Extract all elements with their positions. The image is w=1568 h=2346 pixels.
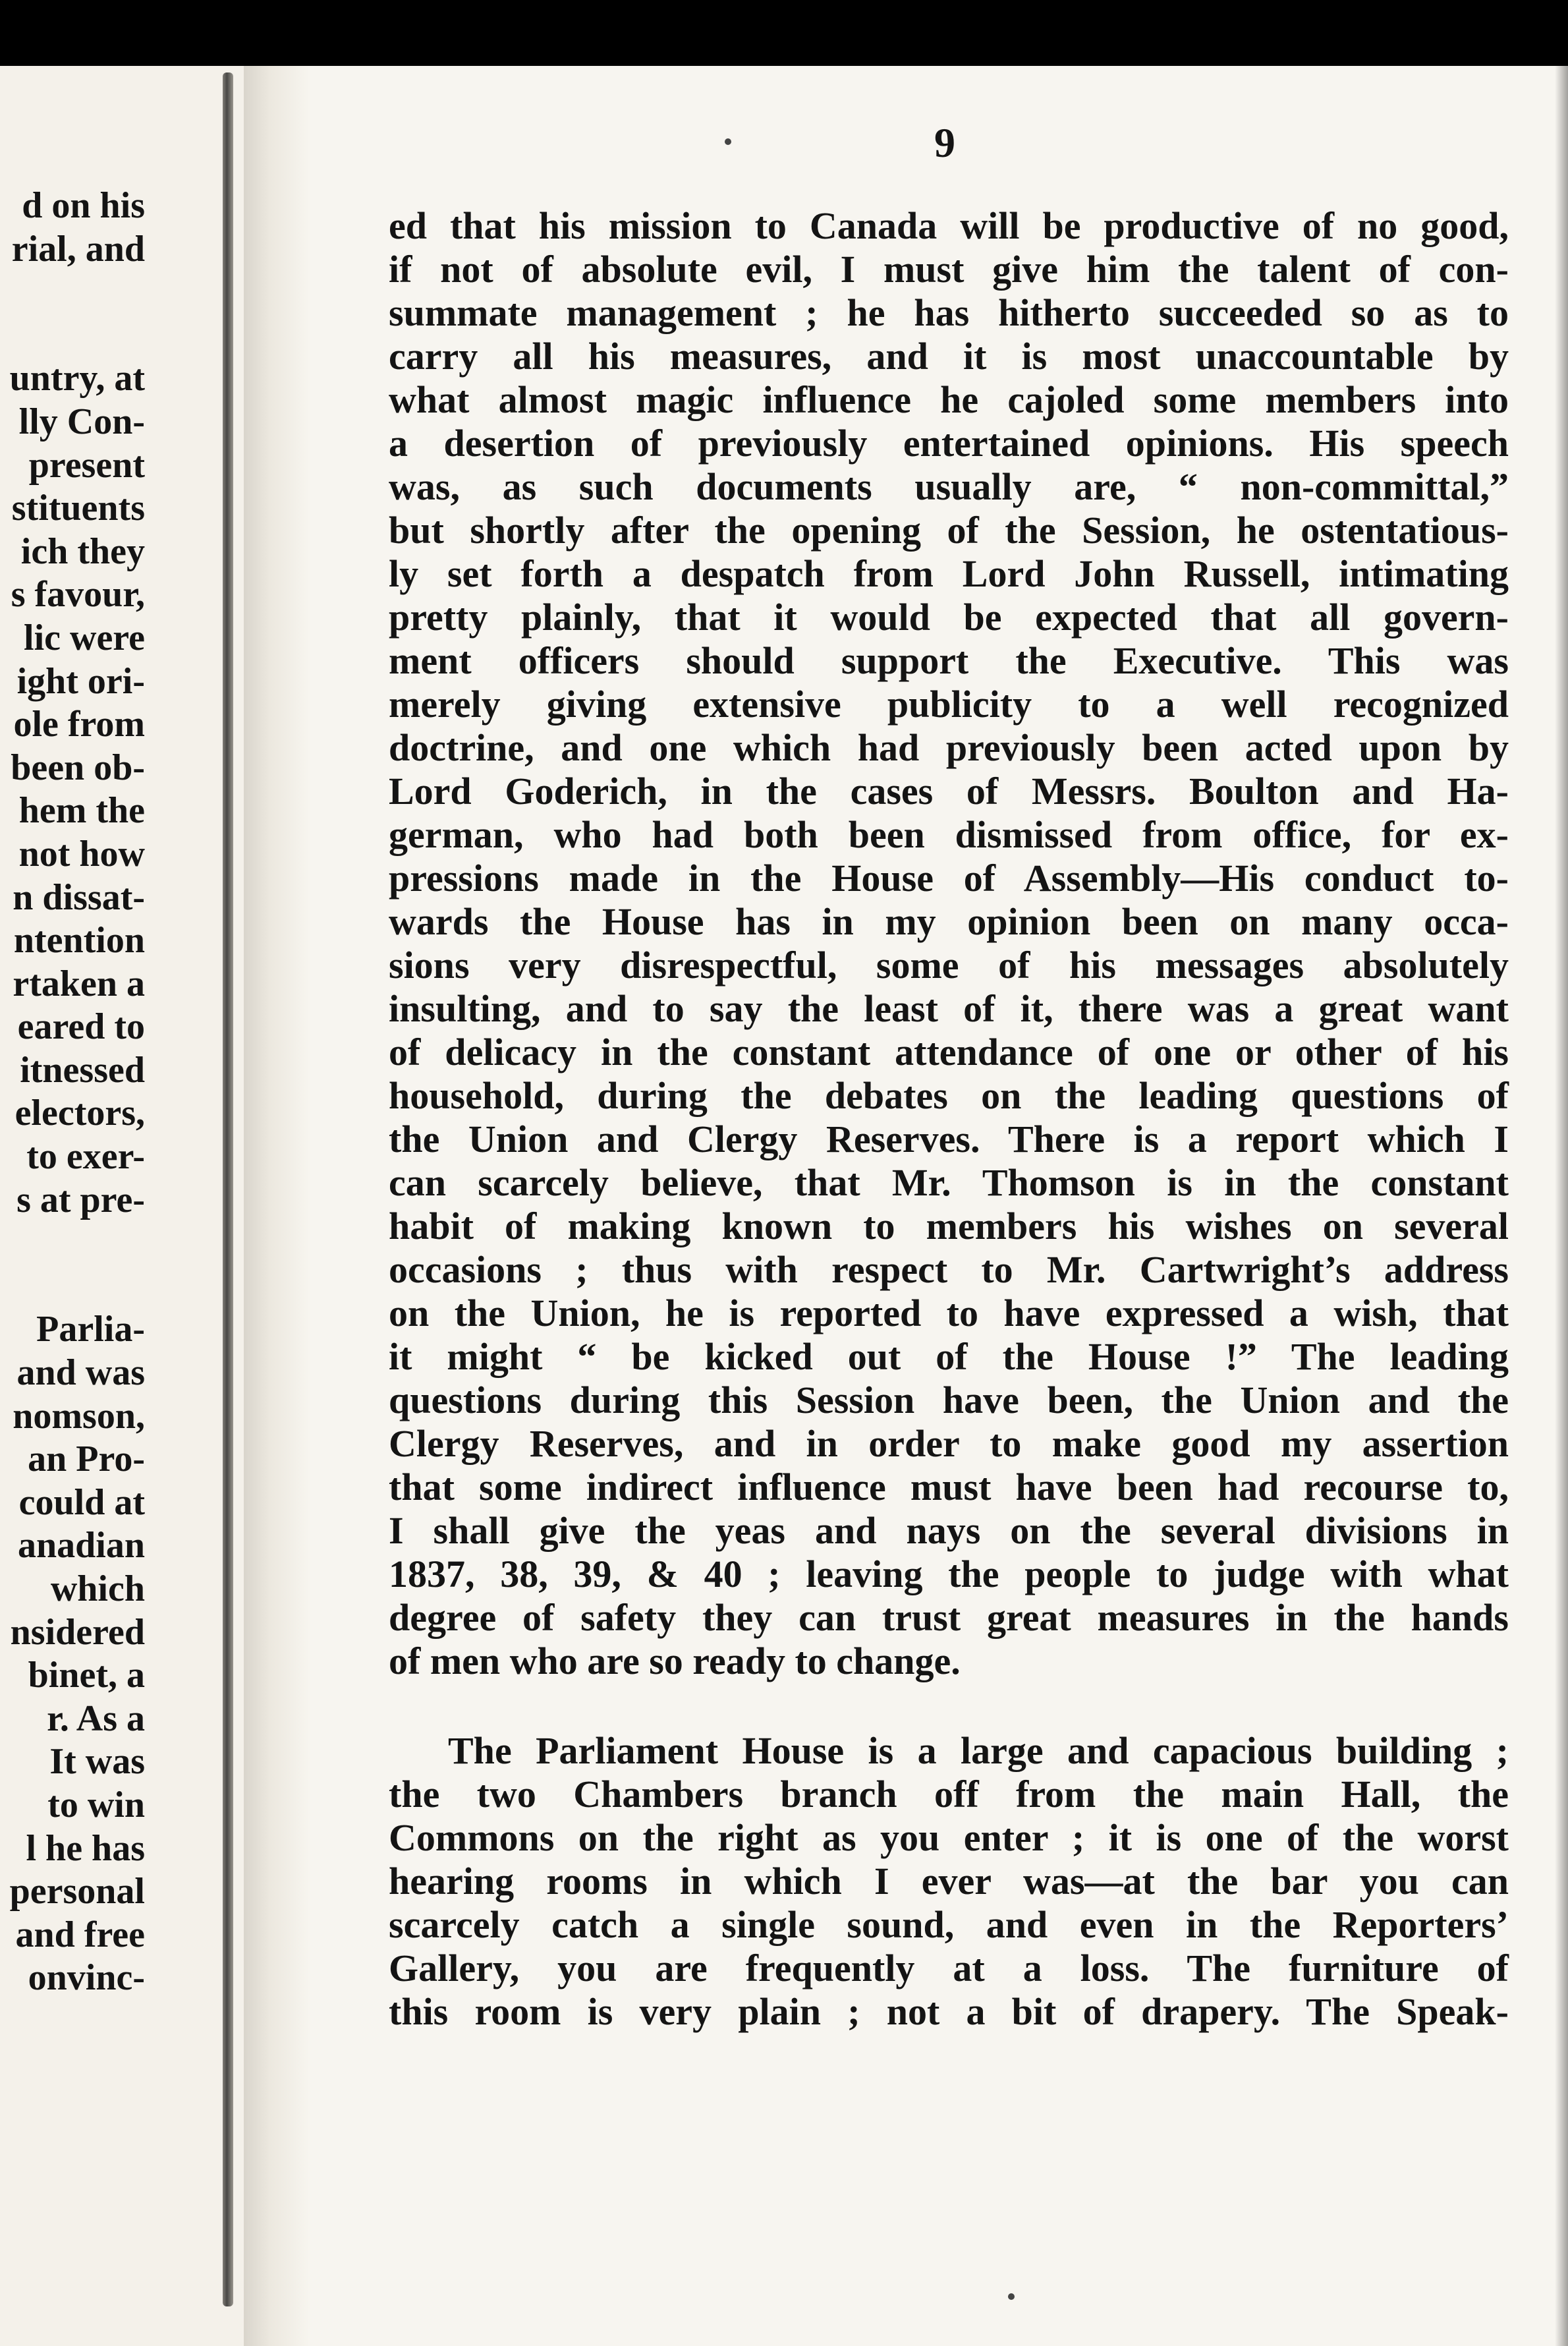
left-line: to exer- [26,1136,145,1178]
page-edge-shadow [1555,66,1568,2346]
text-line: carry all his measures, and it is most unaccountable by [389,335,1509,378]
text-line: The Parliament House is a large and capacious building ; [448,1729,1509,1772]
text-line: the two Chambers branch off from the main Hall, the [389,1773,1509,1816]
left-line: personal [9,1871,145,1912]
left-line: ole from [13,704,145,745]
left-line: an Pro- [28,1439,145,1480]
text-line: the Union and Clergy Reserves. There is a report which I [389,1118,1509,1160]
left-line: present [28,444,145,486]
text-line: merely giving extensive publicity to a well recognized [389,683,1509,726]
text-line: Clergy Reserves, and in order to make good my assertion [389,1422,1509,1465]
text-line: I shall give the yeas and nays on the several divisions in [389,1509,1509,1552]
left-line: hem the [18,790,145,832]
left-line: been ob- [11,747,145,788]
text-line: occasions ; thus with respect to Mr. Cartwright’s address [389,1248,1509,1291]
text-line: summate management ; he has hitherto succeeded so as to [389,291,1509,334]
left-line: untry, at [9,358,145,399]
left-page [0,66,244,2346]
left-line: rial, and [11,228,145,270]
text-line: hearing rooms in which I ever was—at the bar you can [389,1860,1509,1903]
left-line [0,271,145,314]
left-line: which [50,1568,145,1609]
paragraph-1 [389,204,1509,1683]
left-line: itnessed [20,1049,145,1091]
left-line: lic were [24,617,145,658]
text-line: ly set forth a despatch from Lord John Russell, intimating [389,552,1509,595]
left-line: d on his [22,185,145,226]
paragraph-gap [389,1683,1509,1729]
page-body [389,204,1509,2034]
text-line: that some indirect influence must have been had recourse to, [389,1466,1509,1508]
left-line: electors, [14,1093,145,1134]
text-line: ed that his mission to Canada will be productive of no good, [389,204,1509,247]
left-line: not how [18,833,145,874]
text-line: insulting, and to say the least of it, there was a great want [389,987,1509,1030]
text-line: what almost magic influence he cajoled some members into [389,378,1509,421]
text-line: degree of safety they can trust great measures in the hands [389,1596,1509,1639]
text-line: sions very disrespectful, some of his messages absolutely [389,944,1509,987]
book-gutter [244,66,310,2346]
left-line: l he has [26,1827,145,1869]
ink-speck [725,138,731,145]
text-line: doctrine, and one which had previously been acted upon by [389,726,1509,769]
left-line: onvinc- [28,1957,145,1999]
text-line: was, as such documents usually are, “ non-committal,” [389,465,1509,508]
left-line: to win [47,1784,145,1825]
text-line: questions during this Session have been, the Union and the [389,1379,1509,1421]
left-line: could at [18,1481,145,1523]
left-line: rtaken a [13,963,145,1004]
text-line: but shortly after the opening of the Session, he ostentatious- [389,509,1509,552]
text-line: if not of absolute evil, I must give him the talent of con- [389,248,1509,291]
left-line: ich they [20,530,145,572]
left-line: anadian [18,1525,145,1566]
text-line: this room is very plain ; not a bit of drapery. The Speak- [389,1990,1509,2033]
paragraph-2 [389,1729,1509,2034]
text-line: it might “ be kicked out of the House !” The leading [389,1335,1509,1378]
left-line [0,1265,145,1309]
text-line: wards the House has in my opinion been on many occa- [389,900,1509,943]
right-page [310,66,1568,2346]
page-number: 9 [934,119,955,166]
text-line: scarcely catch a single sound, and even in the Reporters’ [389,1903,1509,1946]
text-line: ment officers should support the Executive. This was [389,639,1509,682]
text-line: of men who are so ready to change. [389,1640,961,1682]
left-line: s at pre- [16,1179,145,1220]
left-line: binet, a [28,1655,145,1696]
text-line: household, during the debates on the leading questions of [389,1074,1509,1117]
binding-shadow [223,72,233,2306]
text-line: Gallery, you are frequently at a loss. The furniture of [389,1947,1509,1989]
left-line: ntention [13,920,145,961]
left-line [0,1222,145,1265]
text-line: german, who had both been dismissed from office, for ex- [389,813,1509,856]
left-line: stituents [11,488,145,529]
text-line: can scarcely believe, that Mr. Thomson is in the constant [389,1161,1509,1204]
left-line: nsidered [10,1611,145,1653]
left-line: eared to [17,1006,145,1048]
left-page-text [0,185,145,2000]
left-line [0,314,145,358]
left-line: and free [15,1914,145,1955]
left-line: s favour, [11,574,145,615]
left-line: nomson, [13,1395,145,1437]
left-line: and was [16,1352,145,1394]
text-line: a desertion of previously entertained opinions. His speech [389,422,1509,465]
text-line: habit of making known to members his wishes on several [389,1205,1509,1247]
left-line: Parlia- [36,1309,145,1350]
left-line: ight ori- [16,660,145,702]
text-line: Lord Goderich, in the cases of Messrs. Boulton and Ha- [389,770,1509,813]
text-line: on the Union, he is reported to have expressed a wish, that [389,1292,1509,1334]
left-line: n dissat- [13,876,145,918]
text-line: pressions made in the House of Assembly—His conduct to- [389,857,1509,900]
left-line: It was [49,1741,145,1783]
left-line: lly Con- [18,401,145,442]
text-line: pretty plainly, that it would be expected that all govern- [389,596,1509,639]
text-line: Commons on the right as you enter ; it is one of the worst [389,1816,1509,1859]
text-line: 1837, 38, 39, & 40 ; leaving the people to judge with what [389,1553,1509,1595]
left-line: r. As a [47,1698,145,1739]
ink-speck [1008,2293,1015,2300]
text-line: of delicacy in the constant attendance of one or other of his [389,1031,1509,1073]
